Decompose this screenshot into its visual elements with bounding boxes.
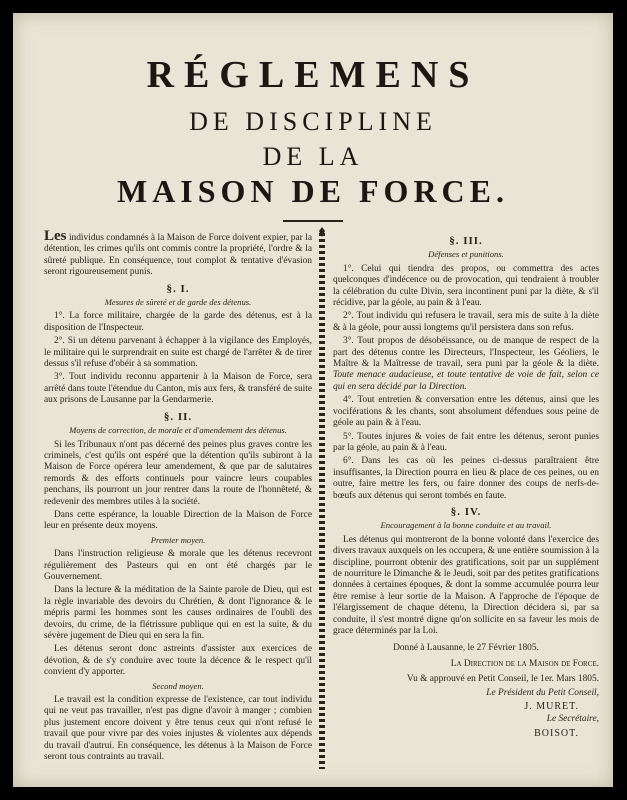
- president-name: J. MURET.: [524, 701, 579, 713]
- section-2-title: §. II.: [163, 410, 193, 423]
- title-line-3: DE LA: [262, 142, 364, 171]
- intro-drop-word: Les: [44, 228, 67, 244]
- title-line-1: RÉGLEMENS: [146, 54, 480, 96]
- issue-date: Donné à Lausanne, le 27 Février 1805.: [393, 643, 539, 654]
- first-means-title: Premier moyen.: [150, 534, 206, 545]
- president-label: Le Président du Petit Conseil,: [486, 687, 599, 698]
- title-divider: [283, 220, 343, 222]
- section-3-article-2: 2°. Tout individu qui refusera le travail, sera mis de suite à la diète & à la géole, pour aussi longtems qu'il persistera dans son refus.: [333, 311, 599, 333]
- section-3-title: §. III.: [449, 235, 483, 247]
- title-line-2: DE DISCIPLINE: [189, 107, 437, 136]
- section-1-article-2: 2°. Si un détenu parvenant à échapper à la vigilance des Employés, le militaire qui le surprendrait en suite est chargé de l'arrêter & de tirer dessus s'il refuse d'obéir à sa sommation.: [44, 336, 312, 370]
- direction-signature: La Direction de la Maison de Force.: [450, 658, 599, 669]
- section-3-article-3: [333, 336, 599, 393]
- approval-line: Vu & approuvé en Petit Conseil, le 1er. Mars 1805.: [406, 674, 599, 685]
- title-line-4: MAISON DE FORCE.: [116, 173, 509, 209]
- secretary-label: Le Secrétaire,: [546, 714, 599, 725]
- chain-column-divider: [319, 233, 325, 769]
- right-column: [333, 231, 599, 741]
- section-3-article-6: 6°. Dans les cas où les peines ci-dessus paraîtraient être insuffisantes, la Direction pourra en lieu & place de ces peines, ou en outre, faire mettre les fers, ou faire donner des coups de nerfs-de-bœufs aux détenus qui seront tombés en faute.: [333, 456, 599, 501]
- section-3-article-1: 1°. Celui qui tiendra des propos, ou commettra des actes quelconques d'indécence ou de provocation, qui tendraient à troubler la célébration du culte Divin, sera incontinent puni par la diète, & s'il récidive, par la géole, au pain & à l'eau.: [333, 263, 599, 309]
- poster-sheet: [13, 13, 613, 787]
- section-2-paragraph-2: Dans cette espérance, la louable Direction de la Maison de Force leur en présente deux moyens.: [44, 509, 312, 532]
- second-means-title: Second moyen.: [152, 680, 204, 691]
- section-3-article-5: 5°. Toutes injures & voies de fait entre les détenus, seront punies par la géole, au pain & à l'eau.: [333, 431, 599, 453]
- section-4-paragraph: Les détenus qui montreront de la bonne volonté dans l'exercice des divers travaux auxquels on les occupera, & une entière soumission à la discipline, pourront obtenir des gratifications, soit par un supplément de nourriture le Dimanche & le Jeudi, soit par des petites gratifications données à certaines époques, & dont la somme accumulée pourra leur être remise à leur sortie de la Maison. A l'approche de l'époque de l'élargissement de chaque détenu, la Direction décidera si, par sa conduite, il s'est montré digne qu'on sollicite en sa faveur les mois de grace déterminés par la Loi.: [333, 534, 599, 636]
- section-2-subtitle: Moyens de correction, de morale et d'amendement des détenus.: [69, 425, 287, 436]
- first-means-paragraph-3: Les détenus seront donc astreints d'assister aux exercices de dévotion, & de s'y conduire avec toute la décence & le respect qu'il convient d'y apporter.: [44, 644, 312, 678]
- first-means-paragraph-2: Dans la lecture & la méditation de la Sainte parole de Dieu, qui est la règle invariable des devoirs du Chrétien, & dont l'ignorance & le mépris parmi les hommes sont les causes ordinaires de l'oubli des devoirs, du crime, de la flétrissure publique qui en est la suite, & du sévère jugement de Dieu qui en sera la fin.: [44, 585, 312, 641]
- intro-text: individus condamnés à la Maison de Force doivent expier, par la détention, les crimes qu'ils ont commis contre la propriété, l'ordre & la sûreté publique. En conséquence, tout complot & tentative d'évasion seront rigoureusement punis.: [44, 233, 312, 278]
- section-3-article-3-note: Toute menace audacieuse, et toute tentative de voie de fait, selon ce qui en sera décidé par la Direction.: [333, 370, 599, 392]
- section-3-subtitle: Défenses et punitions.: [428, 249, 504, 260]
- second-means-paragraph: Le travail est la condition expresse de l'existence, car tout individu qui ne veut pas travailler, n'est pas digne d'avoir à manger ; combien plus justement encore doivent y être tenus ceux qui n'ont refusé le travail que pour vivre par des voies injustes & violentes aux dépends du travail d'autrui. En conséquence, les détenus à la Maison de Force seront tous contraints au travail.: [44, 695, 312, 763]
- first-means-paragraph-1: Dans l'instruction religieuse & morale que les détenus recevront régulièrement des Pasteurs qui en ont été chargés par le Gouvernement.: [44, 549, 312, 582]
- section-4-title: §. IV.: [450, 505, 482, 518]
- section-3-article-3-text: 3°. Tout propos de désobéissance, ou de manque de respect de la part des détenus contre les Directeurs, l'Inspecteur, les Géoliers, le Maître & la Maîtresse de travail, sera puni par la géole & la diète.: [333, 336, 599, 370]
- section-1-article-3: 3°. Tout individu reconnu appartenir à la Maison de Force, sera arrêté dans toute l'étendue du Canton, mis aux fers, & transféré de suite aux prisons de Lausanne par la Gendarmerie.: [44, 372, 312, 406]
- section-2-paragraph-1: Si les Tribunaux n'ont pas décerné des peines plus graves contre les criminels, c'est qu'ils ont espéré que la détention qu'ils subiront à la Maison de Force opérera leur amendement, & que par de salutaires remords & des efforts continuels pour vaincre leurs coupables penchans, ils pourront un jour rentrer dans la route de l'honnêteté, & redevenir des membres utiles à la société.: [44, 439, 312, 507]
- left-column: [44, 228, 312, 765]
- section-1-title: §. I.: [166, 282, 190, 295]
- section-3-article-4: 4°. Tout entretien & conversation entre les détenus, ainsi que les vociférations & les chants, sont absolument défendues sous peine de géole au pain & à l'eau.: [333, 395, 599, 429]
- section-1-subtitle: Mesures de sûreté et de garde des détenus.: [104, 297, 252, 308]
- section-4-subtitle: Encouragement à la bonne conduite et au travail.: [380, 520, 552, 531]
- section-1-article-1: 1°. La force militaire, chargée de la garde des détenus, est à la disposition de l'Inspecteur.: [44, 311, 312, 333]
- intro-paragraph: [44, 228, 312, 279]
- secretary-name: BOISOT.: [534, 727, 579, 739]
